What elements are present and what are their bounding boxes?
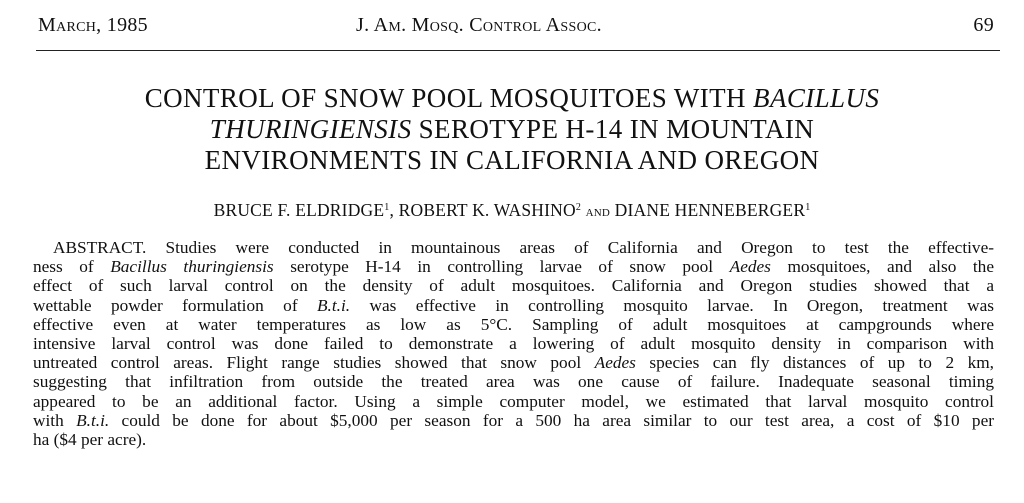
abstract-line: effect of such larval control on the density of adult mosquitoes. California and Oregon studies showed that a [33, 276, 994, 296]
abstract-line: effective even at water temperatures as low as 5°C. Sampling of adult mosquitoes at campgrounds where [33, 314, 994, 334]
affiliation-marker: 1 [805, 202, 811, 213]
author-list: BRUCE F. ELDRIDGE$^1$, ROBERT K. WASHINO$^2$ and DIANE HENNEBERGER$^1$ [213, 200, 811, 220]
affiliation-marker: 2 [575, 202, 582, 213]
title-segment: THURINGIENSIS [209, 114, 412, 144]
abstract-line: ha ($4 per acre). [33, 430, 147, 450]
title-segment: BACILLUS [753, 83, 880, 113]
abstract [33, 238, 994, 449]
title-segment: CONTROL OF SNOW POOL MOSQUITOES WITH [144, 83, 754, 113]
abstract-line: wettable powder formulation of B.t.i. was effective in controlling mosquito larvae. In Oregon, treatment was [33, 295, 994, 315]
author-conjunction: and [585, 204, 611, 220]
title-segment: SEROTYPE H-14 IN MOUNTAIN [411, 114, 815, 144]
page-number: 69 [973, 14, 994, 36]
journal-name: J. Am. Mosq. Control Assoc. [356, 14, 602, 36]
author-name: DIANE HENNEBERGER [614, 200, 806, 220]
abstract-line: ABSTRACT. Studies were conducted in mountainous areas of California and Oregon to test the effective- [53, 238, 994, 257]
abstract-line: intensive larval control was done failed to demonstrate a lowering of adult mosquito density in comparison with [33, 334, 994, 354]
title-line [60, 114, 964, 145]
article-title [60, 83, 964, 176]
abstract-line: untreated control areas. Flight range studies showed that snow pool Aedes species can fly distances of up to 2 km, [33, 353, 994, 373]
abstract-line: ness of Bacillus thuringiensis serotype H-14 in controlling larvae of snow pool Aedes mosquitoes, and also the [33, 257, 994, 277]
title-line [60, 145, 964, 176]
header-rule [36, 50, 1000, 51]
title-segment: ENVIRONMENTS IN CALIFORNIA AND OREGON [204, 145, 820, 175]
title-line [60, 83, 964, 114]
issue-date: March, 1985 [38, 14, 148, 36]
running-head [38, 14, 994, 44]
author-name: ROBERT K. WASHINO [398, 200, 576, 220]
affiliation-marker: 1 [384, 202, 390, 213]
author-name: BRUCE F. ELDRIDGE [213, 200, 385, 220]
abstract-line: suggesting that infiltration from outside the treated area was one cause of failure. Inadequate seasonal timing [33, 372, 994, 392]
abstract-line: with B.t.i. could be done for about $5,000 per season for a 500 ha area similar to our test area, a cost of $10 per [33, 410, 994, 430]
abstract-line: appeared to be an additional factor. Using a simple computer model, we estimated that larval mosquito control [33, 391, 994, 411]
